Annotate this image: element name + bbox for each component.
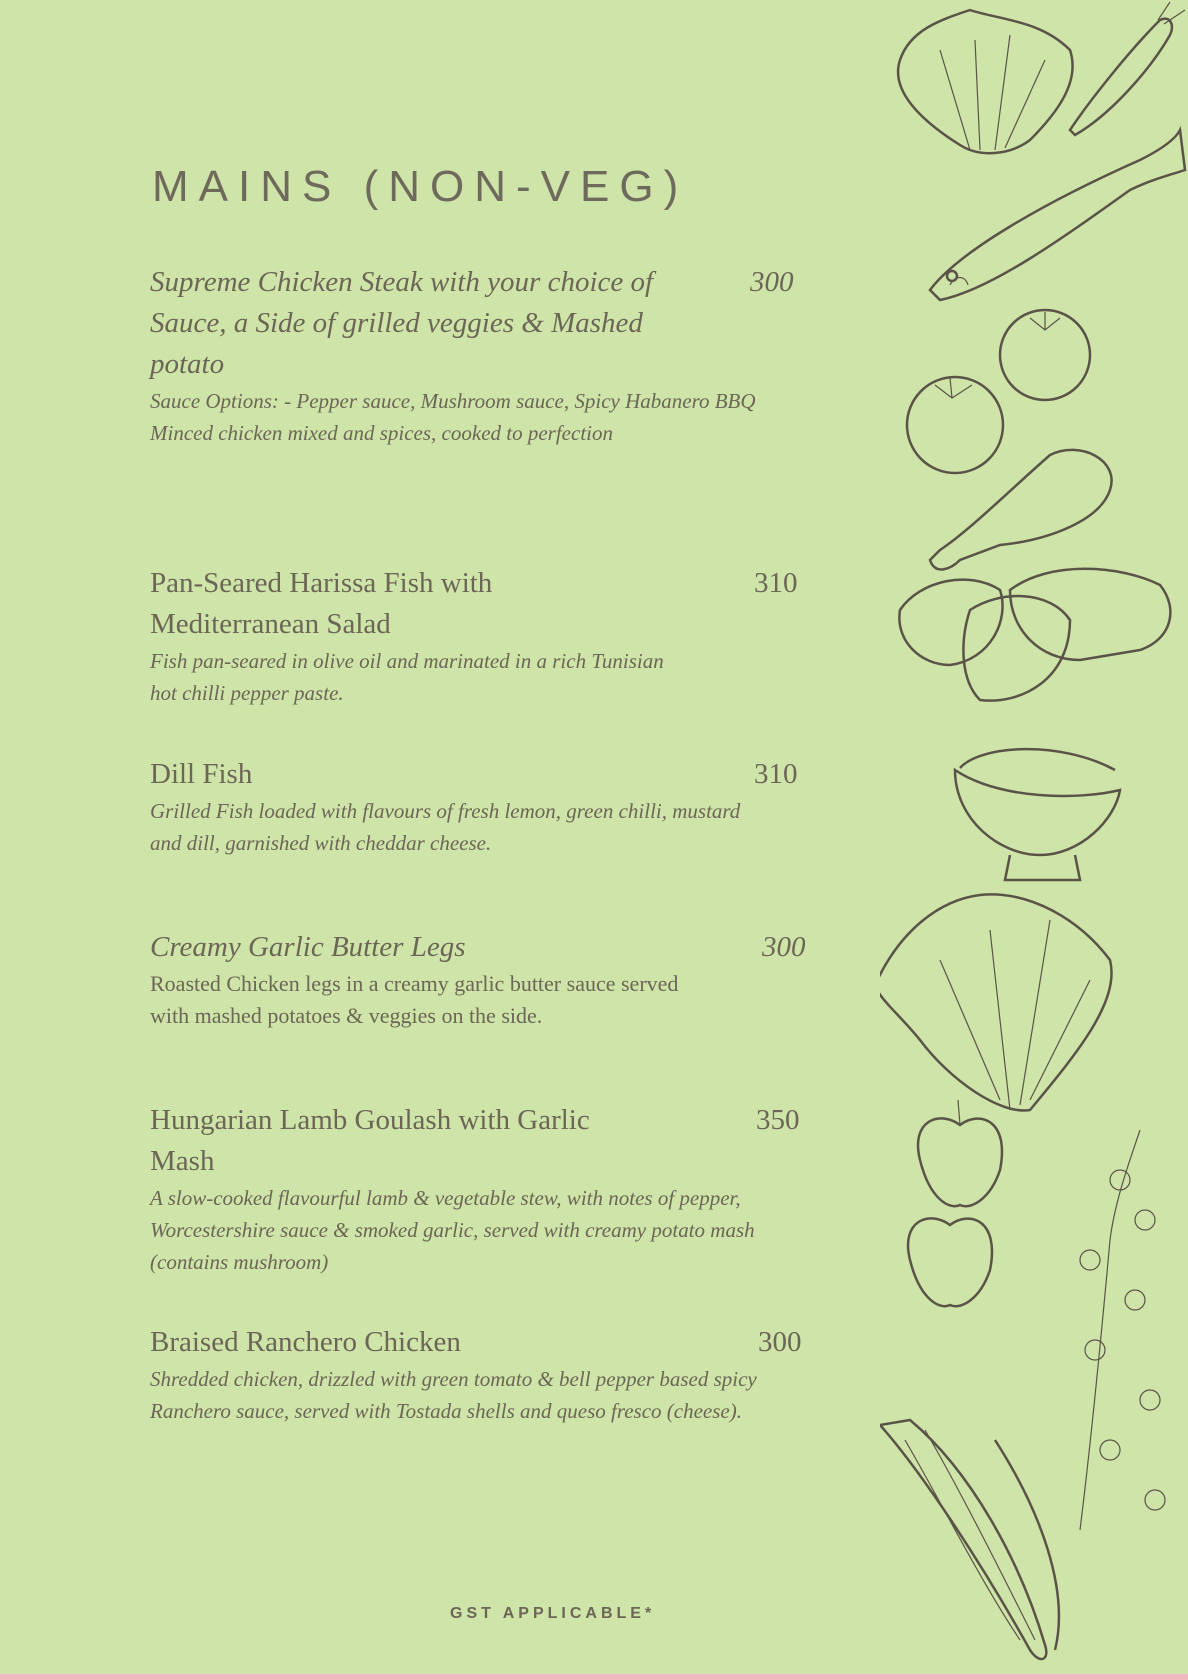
bottom-strip — [0, 1674, 1188, 1680]
item-name: Dill Fish — [150, 758, 253, 790]
gst-note: GST APPLICABLE* — [450, 1605, 656, 1622]
menu-item — [150, 262, 800, 449]
page-title: MAINS (NON-VEG) — [152, 162, 689, 211]
item-price: 300 — [750, 266, 794, 298]
menu-item — [150, 1100, 800, 1278]
item-price: 350 — [756, 1104, 800, 1136]
item-name: Creamy Garlic Butter Legs — [150, 931, 466, 963]
menu-item — [150, 927, 806, 1032]
item-name: Braised Ranchero Chicken — [150, 1326, 461, 1358]
fish-icon — [930, 130, 1185, 300]
item-name: Hungarian Lamb Goulash with Garlic Mash — [150, 1104, 590, 1177]
item-price: 310 — [754, 758, 798, 790]
tomato-icon — [1000, 310, 1090, 400]
item-description: Minced chicken mixed and spices, cooked to perfection — [150, 421, 613, 445]
item-description: A slow-cooked flavourful lamb & vegetable stew, with notes of pepper, Worcestershire sauce & smoked garlic, served with creamy potato mash (contains mushroom) — [150, 1186, 755, 1274]
corn-icon — [880, 1420, 1059, 1659]
chicken-leg-icon — [930, 450, 1112, 570]
menu-item — [150, 754, 800, 859]
item-description: Shredded chicken, drizzled with green tomato & bell pepper based spicy Ranchero sauce, served with Tostada shells and queso fresco (cheese). — [150, 1367, 757, 1423]
herb-sprig-icon — [1080, 1130, 1165, 1530]
lettuce-icon — [898, 10, 1073, 153]
item-name: Pan-Seared Harissa Fish with Mediterranean Salad — [150, 567, 493, 640]
menu-item — [150, 563, 800, 709]
carrot-icon — [1070, 2, 1185, 135]
item-price: 300 — [762, 931, 806, 963]
apple-icon — [908, 1100, 1002, 1306]
lettuce-icon — [880, 894, 1112, 1110]
item-description: Fish pan-seared in olive oil and marinated in a rich Tunisian hot chilli pepper paste. — [150, 649, 664, 705]
tomato-icon — [907, 377, 1003, 473]
item-description: Roasted Chicken legs in a creamy garlic butter sauce served with mashed potatoes & veggies on the side. — [150, 971, 679, 1028]
item-description: Grilled Fish loaded with flavours of fresh lemon, green chilli, mustard and dill, garnished with cheddar cheese. — [150, 799, 741, 855]
mushrooms-icon — [899, 569, 1170, 701]
food-illustrations — [880, 0, 1188, 1674]
menu-item — [150, 1322, 800, 1427]
mashed-potato-bowl-icon — [955, 749, 1120, 880]
item-description: Sauce Options: - Pepper sauce, Mushroom sauce, Spicy Habanero BBQ — [150, 389, 756, 413]
item-price: 300 — [758, 1326, 802, 1358]
item-price: 310 — [754, 567, 798, 599]
item-name: Supreme Chicken Steak with your choice of Sauce, a Side of grilled veggies & Mashed potato — [150, 266, 654, 380]
